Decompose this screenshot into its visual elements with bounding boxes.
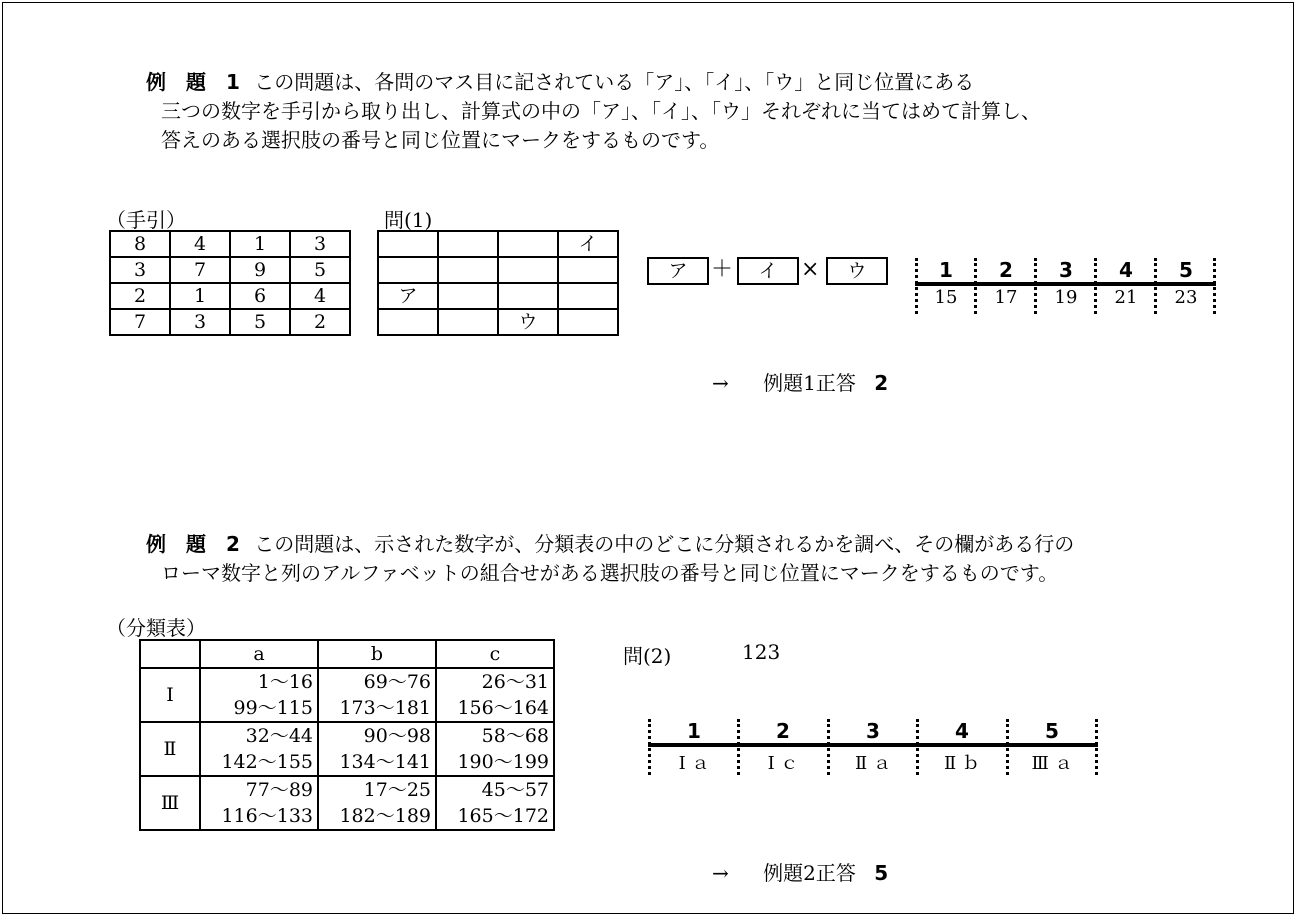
- answer-value: 5: [874, 861, 889, 885]
- question1-caption: 問(1): [384, 208, 433, 232]
- choice-number[interactable]: 2: [999, 258, 1013, 282]
- range-line: 156〜164: [457, 697, 549, 719]
- choice-number[interactable]: 5: [1045, 719, 1059, 743]
- col-header: c: [436, 640, 554, 668]
- range-cell: [318, 668, 436, 722]
- choice-number[interactable]: 3: [866, 719, 880, 743]
- choice-number[interactable]: 1: [687, 719, 701, 743]
- answer-text: 例題1正答: [763, 371, 856, 395]
- formula-plus: ＋: [711, 257, 734, 282]
- choice-number[interactable]: 2: [776, 719, 790, 743]
- row-header: Ⅰ: [140, 668, 200, 722]
- classification-table: [139, 639, 555, 831]
- choice-number[interactable]: 4: [1119, 258, 1133, 282]
- range-line: 26〜31: [481, 671, 549, 693]
- ex1-line-1: この問題は、各問のマス目に記されている「ア」、「イ」、「ウ」と同じ位置にある: [254, 70, 975, 94]
- question-cell: [498, 257, 558, 283]
- answer-text: 例題2正答: [763, 861, 856, 885]
- question-cell: [498, 231, 558, 257]
- tebiki-cell: 1: [170, 283, 230, 309]
- range-line: 165〜172: [457, 805, 549, 827]
- row-header: Ⅲ: [140, 776, 200, 830]
- question-cell: [438, 231, 498, 257]
- choice-value: 15: [934, 287, 958, 308]
- tebiki-cell: 4: [290, 283, 350, 309]
- range-cell: [318, 776, 436, 830]
- ex2-line-2: ローマ数字と列のアルファベットの組合せがある選択肢の番号と同じ位置にマークをするものです。: [161, 561, 1059, 585]
- tebiki-cell: 7: [110, 309, 170, 335]
- range-line: 1〜16: [257, 671, 313, 693]
- question-cell: [438, 283, 498, 309]
- range-line: 116〜133: [221, 805, 313, 827]
- row-header: Ⅱ: [140, 722, 200, 776]
- choice-rule: [915, 282, 1216, 286]
- choice-number[interactable]: 3: [1059, 258, 1073, 282]
- tebiki-cell: 5: [230, 309, 290, 335]
- ex1-line-3: 答えのある選択肢の番号と同じ位置にマークをするものです。: [161, 128, 720, 152]
- col-header: b: [318, 640, 436, 668]
- question-cell: [438, 309, 498, 335]
- question-cell: イ: [558, 231, 618, 257]
- choice-value: 17: [994, 287, 1018, 308]
- col-header: a: [200, 640, 318, 668]
- range-cell: [436, 776, 554, 830]
- tebiki-cell: 1: [230, 231, 290, 257]
- choice-rule: [648, 743, 1098, 747]
- tebiki-cell: 2: [110, 283, 170, 309]
- tebiki-cell: 2: [290, 309, 350, 335]
- range-line: 90〜98: [363, 725, 431, 747]
- range-line: 69〜76: [363, 671, 431, 693]
- tebiki-cell: 6: [230, 283, 290, 309]
- range-line: 58〜68: [481, 725, 549, 747]
- question-cell: [558, 257, 618, 283]
- range-line: 17〜25: [363, 779, 431, 801]
- range-line: 182〜189: [339, 805, 431, 827]
- formula-times: ×: [801, 257, 820, 282]
- choice-value: Ⅲ ａ: [1031, 753, 1073, 774]
- ex2-intro: [146, 530, 1074, 559]
- choice-number[interactable]: 4: [955, 719, 969, 743]
- corner-cell: [140, 640, 200, 668]
- choice-value: Ⅰ ｃ: [767, 753, 799, 774]
- range-cell: [200, 776, 318, 830]
- question-cell: [558, 283, 618, 309]
- tebiki-cell: 3: [110, 257, 170, 283]
- choice-value: Ⅱ ｂ: [944, 753, 980, 774]
- question-cell: [378, 257, 438, 283]
- tebiki-caption: （手引）: [106, 208, 186, 232]
- question-cell: [498, 283, 558, 309]
- question2-value: 123: [742, 640, 781, 664]
- range-line: 77〜89: [245, 779, 313, 801]
- question-cell: [378, 309, 438, 335]
- ex2-line-1: この問題は、示された数字が、分類表の中のどこに分類されるかを調べ、その欄がある行の: [254, 532, 1075, 556]
- tebiki-cell: 4: [170, 231, 230, 257]
- tebiki-cell: 3: [170, 309, 230, 335]
- range-line: 134〜141: [339, 751, 431, 773]
- choice-value: 21: [1114, 287, 1138, 308]
- question1-grid: [377, 230, 619, 336]
- ex2-choices: [648, 719, 1100, 775]
- classification-caption: （分類表）: [106, 616, 206, 640]
- answer-arrow: →: [712, 371, 729, 395]
- tebiki-table: [109, 230, 351, 336]
- question-cell: [438, 257, 498, 283]
- formula-box-b: イ: [737, 257, 799, 285]
- answer-value: 2: [874, 371, 889, 395]
- ex2-label: 例 題 2: [146, 532, 240, 556]
- choice-value: 19: [1054, 287, 1078, 308]
- ex1-choices: [915, 258, 1219, 314]
- formula-box-a: ア: [647, 257, 709, 285]
- formula-box-c: ウ: [826, 257, 888, 285]
- ex1-answer: [712, 367, 888, 396]
- range-line: 173〜181: [339, 697, 431, 719]
- choice-value: 23: [1174, 287, 1198, 308]
- ex2-answer: [712, 857, 888, 886]
- question-cell: ウ: [498, 309, 558, 335]
- range-line: 142〜155: [221, 751, 313, 773]
- tebiki-cell: 8: [110, 231, 170, 257]
- tebiki-cell: 5: [290, 257, 350, 283]
- question-cell: [558, 309, 618, 335]
- range-cell: [200, 668, 318, 722]
- question-cell: ア: [378, 283, 438, 309]
- range-line: 99〜115: [233, 697, 313, 719]
- ex1-intro: [146, 68, 974, 97]
- question-cell: [378, 231, 438, 257]
- choice-number[interactable]: 1: [939, 258, 953, 282]
- range-cell: [200, 722, 318, 776]
- tebiki-cell: 3: [290, 231, 350, 257]
- ex1-label: 例 題 1: [146, 70, 240, 94]
- question2-caption: 問(2): [623, 644, 672, 668]
- range-line: 190〜199: [457, 751, 549, 773]
- tebiki-cell: 7: [170, 257, 230, 283]
- answer-arrow: →: [712, 861, 729, 885]
- range-cell: [436, 668, 554, 722]
- tebiki-cell: 9: [230, 257, 290, 283]
- range-cell: [436, 722, 554, 776]
- range-cell: [318, 722, 436, 776]
- choice-value: Ⅰ ａ: [678, 753, 710, 774]
- range-line: 45〜57: [481, 779, 549, 801]
- choice-number[interactable]: 5: [1179, 258, 1193, 282]
- choice-value: Ⅱ ａ: [855, 753, 891, 774]
- ex1-line-2: 三つの数字を手引から取り出し、計算式の中の「ア」、「イ」、「ウ」それぞれに当てはめて計算し、: [161, 99, 1041, 123]
- range-line: 32〜44: [245, 725, 313, 747]
